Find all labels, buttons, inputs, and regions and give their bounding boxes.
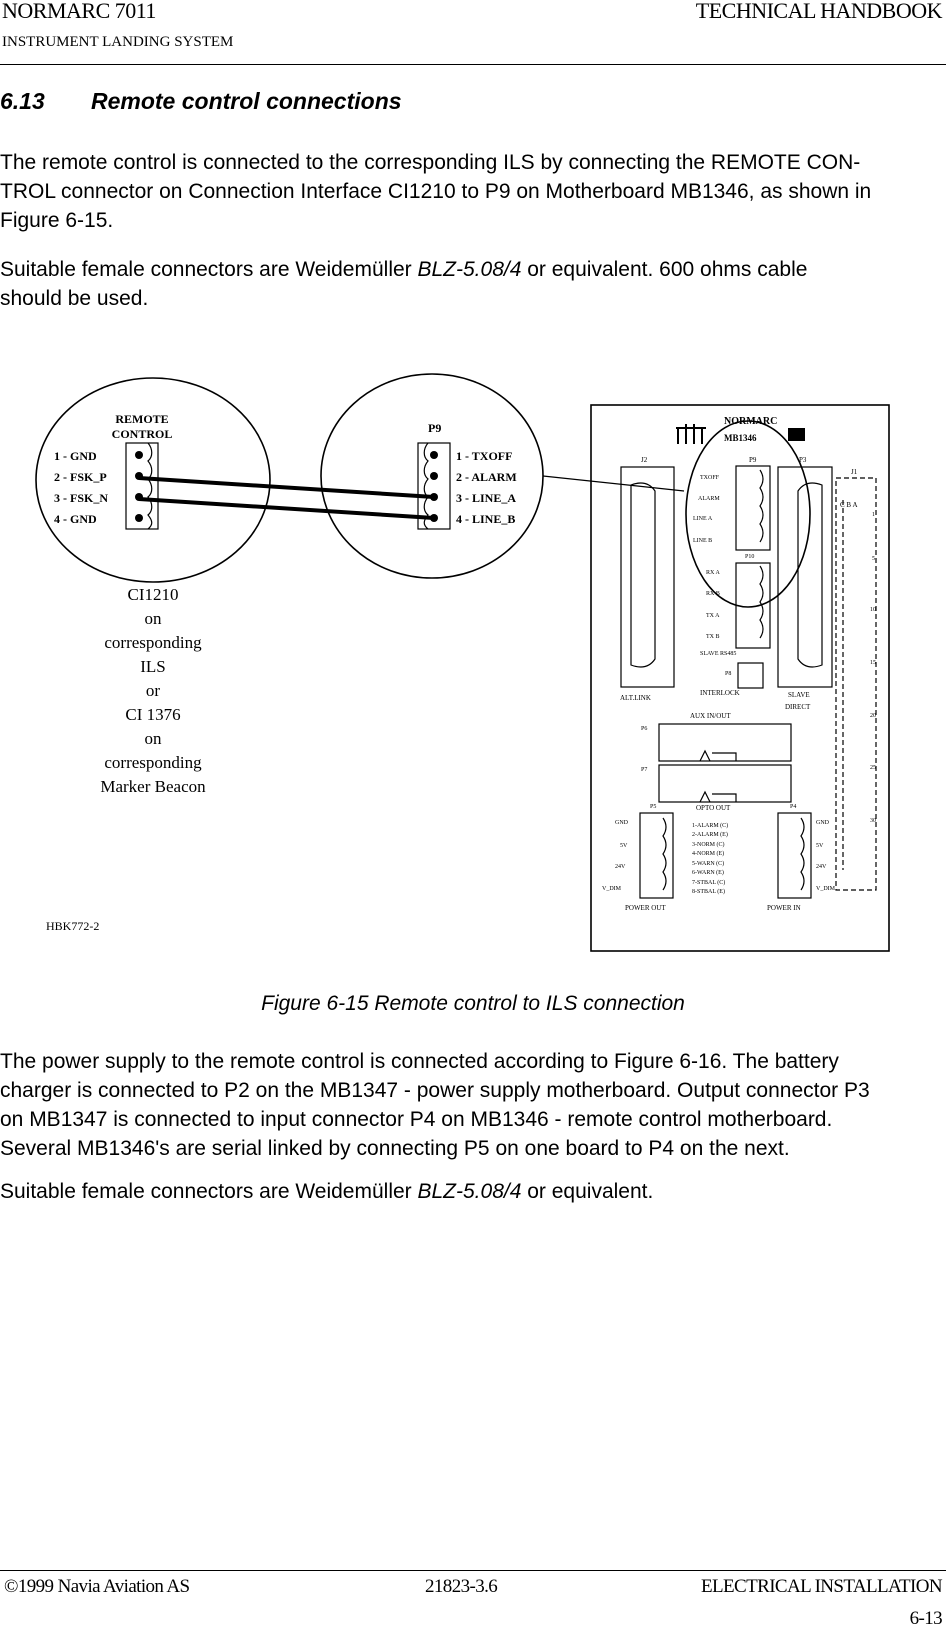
paragraph-power-supply [0, 1047, 944, 1163]
label-interlock: INTERLOCK [700, 689, 740, 697]
label-p6: P6 [641, 726, 648, 732]
label-j2: J2 [641, 456, 648, 464]
remote-pin-dot [135, 451, 143, 459]
remote-title-line2: CONTROL [111, 427, 173, 441]
board-p10-pin: TX A [706, 613, 720, 619]
p9-pin-label: 1 - TXOFF [456, 449, 513, 463]
note-line: CI1210 [127, 585, 179, 604]
section-number: 6.13 [0, 88, 45, 114]
board-p9-pin: LINE A [693, 516, 713, 522]
note-line: on [144, 609, 162, 628]
remote-pin-label: 3 - FSK_N [54, 491, 108, 505]
paragraph-text: Suitable female connectors are Weidemüller [0, 258, 418, 281]
opto-item: 7-STBAL (C) [692, 880, 726, 886]
header-left-title: NORMARC 7011 [2, 0, 156, 23]
label-slave: SLAVE [788, 691, 810, 699]
connector-part-number: BLZ-5.08/4 [417, 258, 522, 281]
paragraph-line: charger is connected to P2 on the MB1347 - power supply motherboard. Output connector P3 [0, 1079, 870, 1102]
paragraph-text: or equivalent. 600 ohms cable [521, 258, 808, 281]
note-line: corresponding [104, 753, 202, 772]
cable-fsk-n [139, 499, 434, 518]
label-j1: J1 [851, 468, 858, 476]
note-line: CI 1376 [125, 705, 181, 724]
j1-number: 15 [870, 660, 876, 666]
board-p10-connector [736, 563, 770, 648]
paragraph-line: TROL connector on Connection Interface CI1210 to P9 on Motherboard MB1346, as shown in [0, 180, 872, 203]
paragraph-connectors [0, 255, 944, 313]
note-line: or [145, 681, 161, 700]
remote-title-line1: REMOTE [115, 412, 169, 426]
paragraph-connectors-2 [0, 1177, 944, 1206]
j1-dashed-header [836, 478, 876, 890]
opto-item: 3-NORM (C) [692, 842, 725, 848]
p9-title: P9 [428, 421, 442, 435]
label-direct: DIRECT [785, 703, 811, 711]
label-cba: C B A [840, 501, 858, 509]
board-outline [591, 405, 889, 951]
board-p4-connector [778, 813, 811, 898]
paragraph-line: should be used. [0, 287, 149, 310]
connector-part-number: BLZ-5.08/4 [417, 1180, 522, 1203]
board-model: MB1346 [724, 433, 757, 443]
board-p7-connector [659, 765, 791, 802]
j1-number: 20 [870, 713, 876, 719]
p9-pin-dot [430, 472, 438, 480]
header-rule [0, 64, 946, 65]
board-p10-pin: TX B [706, 634, 720, 640]
paragraph-intro [0, 148, 944, 235]
note-line: ILS [140, 657, 166, 676]
cable-fsk-p [139, 478, 434, 497]
board-p5-connector [640, 813, 673, 898]
j2-connector [621, 467, 674, 687]
paragraph-line: Figure 6-15. [0, 209, 114, 232]
footer-rule [0, 1570, 946, 1571]
opto-item: 6-WARN (E) [692, 870, 724, 876]
paragraph-text: or equivalent. [521, 1180, 654, 1203]
left-power-label: 24V [615, 864, 626, 870]
figure-caption: Figure 6-15 Remote control to ILS connection [261, 992, 685, 1015]
leader-line [543, 476, 684, 491]
right-power-label: GND [816, 820, 829, 826]
drawing-id: HBK772-2 [46, 919, 100, 933]
p9-pin-label: 3 - LINE_A [456, 491, 517, 505]
opto-item: 8-STBAL (E) [692, 889, 725, 895]
label-opto: OPTO OUT [696, 804, 731, 812]
right-power-label: 5V [816, 843, 824, 849]
p9-pin-dot [430, 451, 438, 459]
header-left-subtitle: INSTRUMENT LANDING SYSTEM [2, 34, 234, 50]
paragraph-line: The remote control is connected to the corresponding ILS by connecting the REMOTE CON- [0, 151, 861, 174]
opto-item: 2-ALARM (E) [692, 832, 728, 838]
j1-number: 30 [870, 818, 876, 824]
p3-connector [778, 467, 832, 687]
note-line: Marker Beacon [100, 777, 206, 796]
j1-number: 25 [870, 765, 876, 771]
right-power-label: V_DIM [816, 886, 835, 892]
board-highlight-circle [686, 421, 810, 607]
footer-copyright: ©1999 Navia Aviation AS [4, 1576, 190, 1597]
label-slave-rs485: SLAVE RS485 [700, 651, 737, 657]
label-power-in: POWER IN [767, 904, 801, 912]
label-p8: P8 [725, 671, 732, 677]
board-p9-pin: ALARM [698, 496, 720, 502]
p9-pin-label: 2 - ALARM [456, 470, 517, 484]
figure-remote-control-diagram [0, 360, 946, 960]
paragraph-line: Several MB1346's are serial linked by connecting P5 on one board to P4 on the next. [0, 1137, 790, 1160]
label-p9: P9 [749, 456, 757, 464]
board-p10-pin: RX A [706, 570, 720, 576]
label-p3: P3 [799, 456, 807, 464]
board-p9-pin: LINE B [693, 538, 713, 544]
label-aux: AUX IN/OUT [690, 712, 731, 720]
footer-doc-number: 21823-3.6 [425, 1576, 498, 1597]
board-p9-pin: TXOFF [700, 475, 720, 481]
paragraph-text: Suitable female connectors are Weidemüller [0, 1180, 418, 1203]
left-power-label: 5V [620, 843, 628, 849]
j1-number: 5 [872, 556, 875, 562]
section-title: Remote control connections [91, 88, 402, 114]
opto-item: 4-NORM (E) [692, 851, 725, 857]
board-brand: NORMARC [724, 416, 778, 427]
p9-pin-label: 4 - LINE_B [456, 512, 516, 526]
note-line: corresponding [104, 633, 202, 652]
paragraph-line: The power supply to the remote control is connected according to Figure 6-16. The battery [0, 1050, 839, 1073]
label-power-out: POWER OUT [625, 904, 666, 912]
footer-page-number: 6-13 [909, 1608, 942, 1629]
board-chip [788, 428, 805, 441]
paragraph-line: on MB1347 is connected to input connector P4 on MB1346 - remote control motherboard. [0, 1108, 833, 1131]
label-p10: P10 [745, 554, 755, 560]
opto-item: 5-WARN (C) [692, 861, 725, 867]
j1-number: 10 [870, 607, 876, 613]
board-p10-pin: RX B [706, 591, 720, 597]
remote-pin-label: 2 - FSK_P [54, 470, 107, 484]
label-p7: P7 [641, 767, 648, 773]
board-p8-connector [738, 663, 763, 688]
note-line: on [144, 729, 162, 748]
footer-section-name: ELECTRICAL INSTALLATION [701, 1576, 942, 1597]
label-p5: P5 [650, 804, 657, 810]
label-p4: P4 [790, 804, 797, 810]
normarc-logo [676, 424, 706, 444]
j1-number: 1 [872, 512, 875, 518]
left-power-label: GND [615, 820, 628, 826]
remote-pin-label: 4 - GND [54, 512, 97, 526]
board-p6-connector [659, 724, 791, 761]
label-alt-link: ALT.LINK [620, 694, 651, 702]
header-right-title: TECHNICAL HANDBOOK [695, 0, 942, 23]
remote-pin-dot [135, 514, 143, 522]
remote-pin-label: 1 - GND [54, 449, 97, 463]
right-power-label: 24V [816, 864, 827, 870]
opto-item: 1-ALARM (C) [692, 823, 729, 829]
left-power-label: V_DIM [602, 886, 621, 892]
board-p9-connector [736, 466, 770, 550]
